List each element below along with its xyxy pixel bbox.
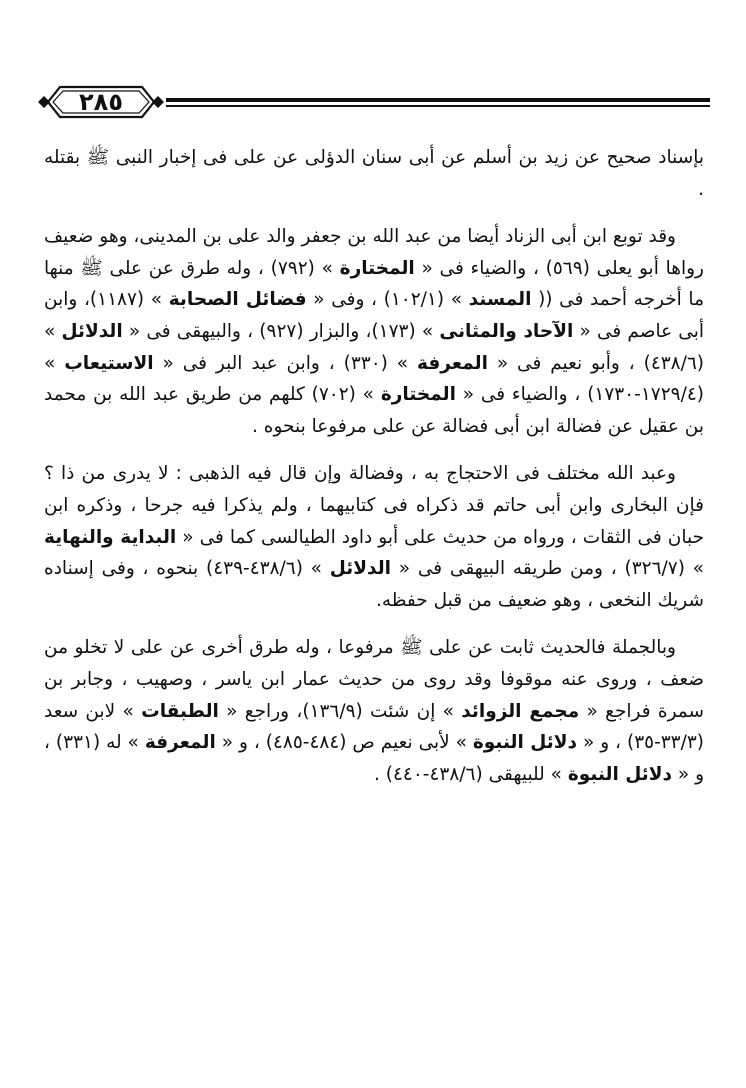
text-run: » (١٧٢٩/٤-١٧٣٠) ، والضياء فى « — [44, 352, 704, 406]
text-run: » (١٧٣)، والبزار (٩٢٧) ، والبيهقى فى « — [122, 320, 440, 342]
paragraph-2 — [44, 221, 704, 442]
text-run: وعبد الله مختلف فى الاحتجاج به ، وفضالة وإن قال فيه الذهبى : لا يدرى من ذا ؟ فإن البخارى وابن أبى حاتم قد ذكراه فى كتابيهما ، ولم يذكرا فيه جرحا ، وذكره ابن حبان فى الثقات ، ورواه من حديث على أبو داود الطيالسى كما فى « — [44, 463, 705, 548]
text-run: » (٤٣٨/٦-٤٣٩) بنحوه ، وفى إسناده شريك النخعى ، وهو ضعيف من قبل حفظه. — [44, 558, 704, 611]
book-title: فضائل الصحابة — [168, 289, 307, 311]
header-rule-thick — [166, 98, 710, 102]
paragraph-1 — [44, 142, 704, 205]
text-run: وقد توبع ابن أبى الزناد أيضا من عبد الله بن جعفر والد على بن المدينى، وهو ضعيف رواها أبو يعلى (٥٦٩) ، والضياء فى « — [44, 226, 704, 279]
text-run: » لأبى نعيم ص (٤٨٤-٤٨٥) ، و « — [215, 732, 473, 754]
page-body — [44, 142, 704, 806]
header-rule-thin — [166, 105, 710, 107]
book-title: مجمع الزوائد — [461, 700, 580, 722]
book-title: المعرفة — [416, 352, 488, 374]
text-run: » إن شئت (١٣٦/٩)، وراجع « — [218, 700, 462, 722]
book-title: دلائل النبوة — [472, 732, 578, 754]
text-run: » لابن سعد (٣٣/٣-٣٥) ، و « — [44, 700, 705, 754]
book-title: دلائل النبوة — [567, 763, 672, 785]
book-title: المعرفة — [144, 732, 216, 754]
book-title: البداية والنهاية — [44, 526, 177, 548]
book-title: المختارة — [339, 257, 415, 279]
text-run: » (٧٠٢) كلهم من طريق عبد الله بن محمد بن عقيل عن فضالة ابن أبى فضالة عن على مرفوعا بنحوه . — [44, 384, 704, 437]
book-title: الطبقات — [141, 700, 219, 722]
paragraph-text: بإسناد صحيح عن زيد بن أسلم عن أبى سنان الدؤلى عن على فى إخبار النبى ﷺ بقتله . — [44, 147, 704, 200]
text-run: » (٧٩٢) ، وله طرق عن على ﷺ منها ما أخرجه أحمد فى (( — [44, 257, 704, 311]
paragraph-4 — [44, 632, 704, 790]
text-run: » (٣٢٦/٧) ، ومن طريقه البيهقى فى « — [391, 558, 705, 580]
book-title: الدلائل — [329, 558, 391, 580]
page-header — [38, 84, 710, 120]
book-title: المختارة — [380, 384, 456, 406]
text-run: وبالجملة فالحديث ثابت عن على ﷺ مرفوعا ، وله طرق أخرى عن على لا تخلو من ضعف ، وروى عنه موقوفا وقد روى من حديث عمار ابن ياسر ، وصهيب ، وجابر بن سمرة فراجع « — [44, 637, 704, 722]
text-run: » له (٣٣١) ، و « — [44, 732, 704, 785]
text-run: » للبيهقى (٤٣٨/٦-٤٤٠) . — [374, 763, 568, 785]
text-run: » (١١٨٧)، وابن أبى عاصم فى « — [44, 289, 705, 342]
book-title: الاستيعاب — [64, 352, 154, 374]
text-run: » (٤٣٨/٦) ، وأبو نعيم فى « — [44, 320, 705, 374]
book-title: الآحاد والمثانى — [439, 320, 574, 342]
book-title: الدلائل — [61, 320, 123, 342]
text-run: » (١٠٢/١) ، وفى « — [306, 289, 469, 311]
book-title: المسند — [468, 289, 532, 311]
page-number: ٢٨٥ — [79, 88, 123, 116]
paragraph-3 — [44, 458, 704, 616]
text-run: » (٣٣٠) ، وابن عبد البر فى « — [153, 352, 417, 374]
